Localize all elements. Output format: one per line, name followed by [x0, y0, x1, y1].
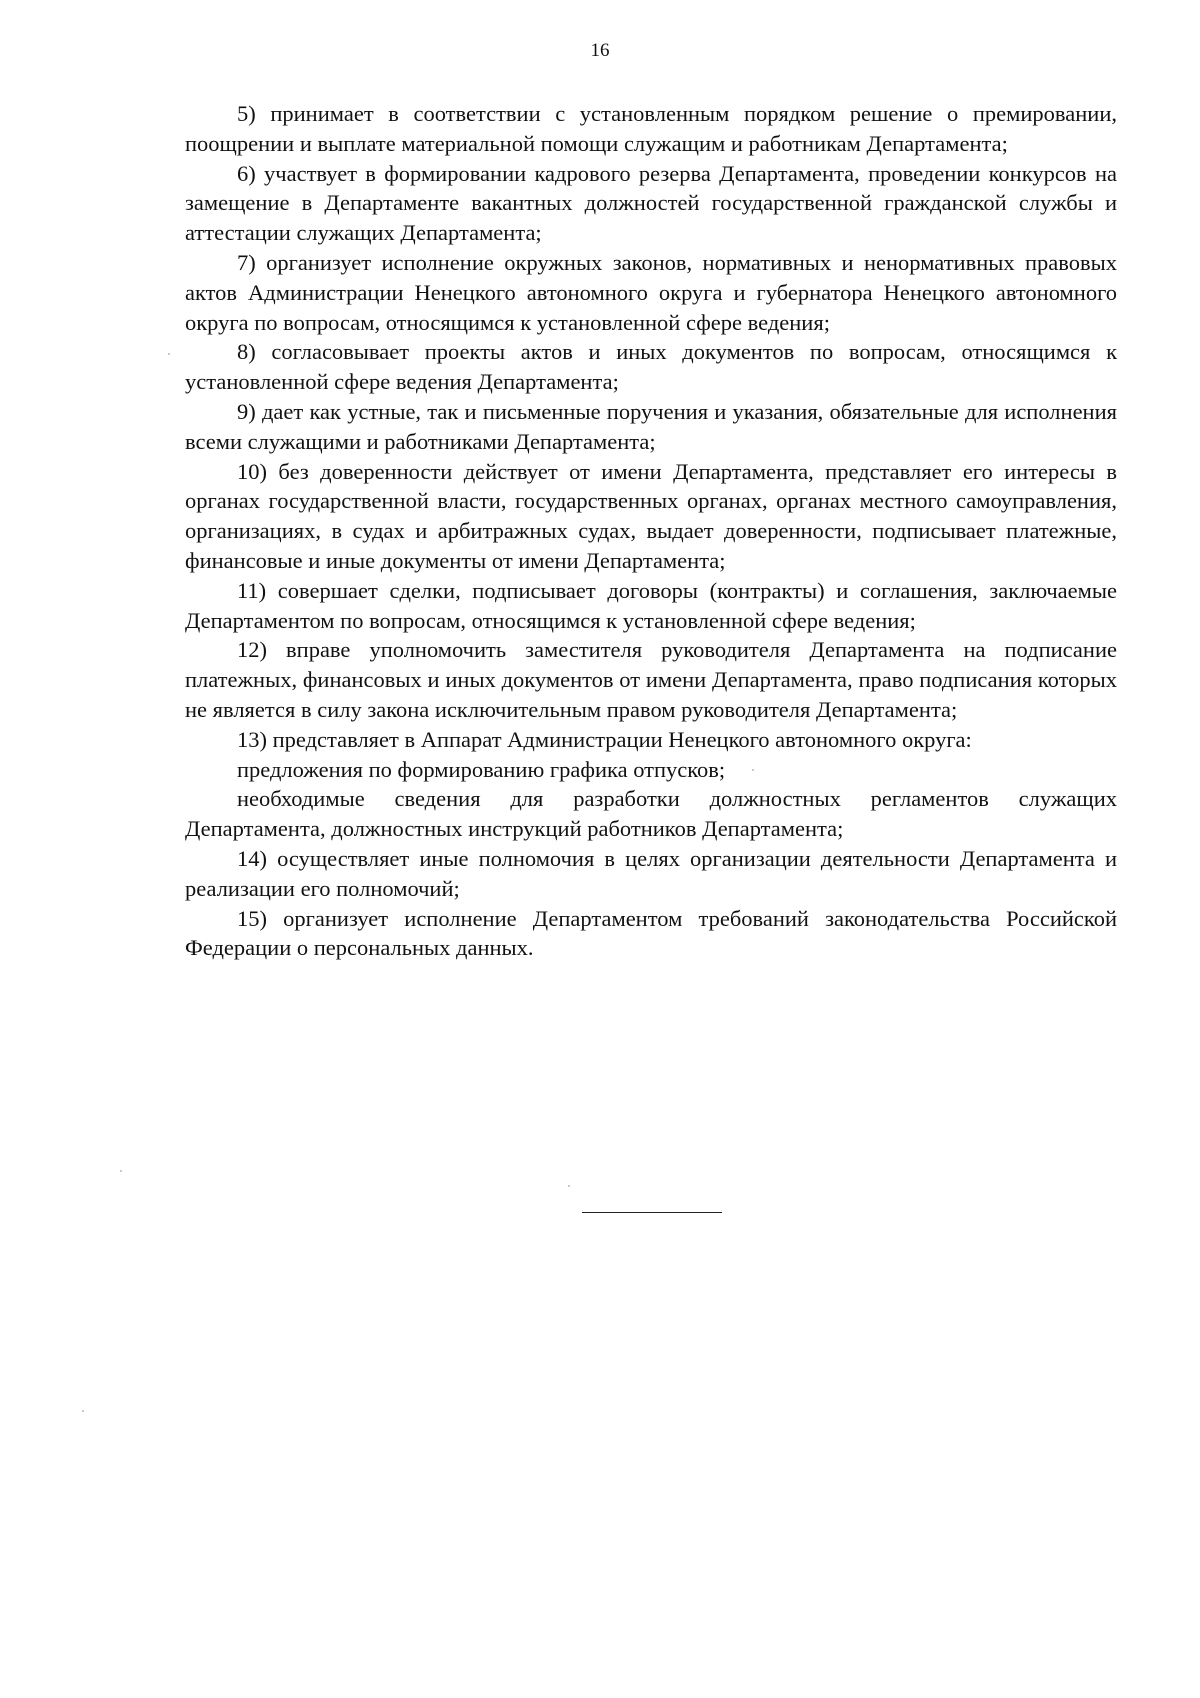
paragraph-item-14: 14) осуществляет иные полномочия в целях организации деятельности Департамента и реализации его полномочий;: [185, 845, 1117, 901]
page-number: 16: [590, 40, 610, 61]
end-of-document-rule: [582, 1212, 722, 1213]
scan-speck: [82, 1410, 84, 1412]
paragraph-item-11: 11) совершает сделки, подписывает договоры (контракты) и соглашения, заключаемые Департаментом по вопросам, относящимся к установленной сфере ведения;: [185, 577, 1117, 633]
paragraph-item-9: 9) дает как устные, так и письменные поручения и указания, обязательные для исполнения всеми служащими и работниками Департамента;: [185, 398, 1117, 454]
paragraph-item-7: 7) организует исполнение окружных законов, нормативных и ненормативных правовых актов Администрации Ненецкого автономного округа и губернатора Ненецкого автономного округа по вопросам, относящимся к установленной сфере ведения;: [185, 249, 1117, 335]
scan-speck: [752, 769, 754, 771]
scan-speck: [120, 1170, 122, 1172]
paragraph-item-6: 6) участвует в формировании кадрового резерва Департамента, проведении конкурсов на замещение в Департаменте вакантных должностей государственной гражданской службы и аттестации служащих Департамента;: [185, 160, 1117, 246]
scan-speck: [168, 353, 170, 355]
paragraph-item-12: 12) вправе уполномочить заместителя руководителя Департамента на подписание платежных, финансовых и иных документов от имени Департамента, право подписания которых не является в силу закона исключительным правом руководителя Департамента;: [185, 637, 1117, 722]
paragraph-item-10: 10) без доверенности действует от имени Департамента, представляет его интересы в органах государственной власти, государственных органах, органах местного самоуправления, организациях, в судах и арбитражных судах, выдает доверенности, подписывает платежные, финансовые и иные документы от имени Департамента;: [185, 458, 1117, 573]
paragraph-item-13: 13) представляет в Аппарат Администрации Ненецкого автономного округа:: [237, 726, 972, 752]
paragraph-item-13-sub-2: необходимые сведения для разработки должностных регламентов служащих Департамента, должностных инструкций работников Департамента;: [185, 786, 1117, 842]
paragraph-item-13-sub-1: предложения по формированию графика отпусков;: [237, 756, 726, 782]
paragraph-item-8: 8) согласовывает проекты актов и иных документов по вопросам, относящимся к установленной сфере ведения Департамента;: [185, 339, 1117, 395]
paragraph-item-15: 15) организует исполнение Департаментом требований законодательства Российской Федерации о персональных данных.: [185, 905, 1117, 961]
paragraph-item-5: 5) принимает в соответствии с установленным порядком решение о премировании, поощрении и выплате материальной помощи служащим и работникам Департамента;: [185, 101, 1117, 156]
scan-speck: [568, 1185, 570, 1187]
document-body: [185, 99, 1117, 963]
